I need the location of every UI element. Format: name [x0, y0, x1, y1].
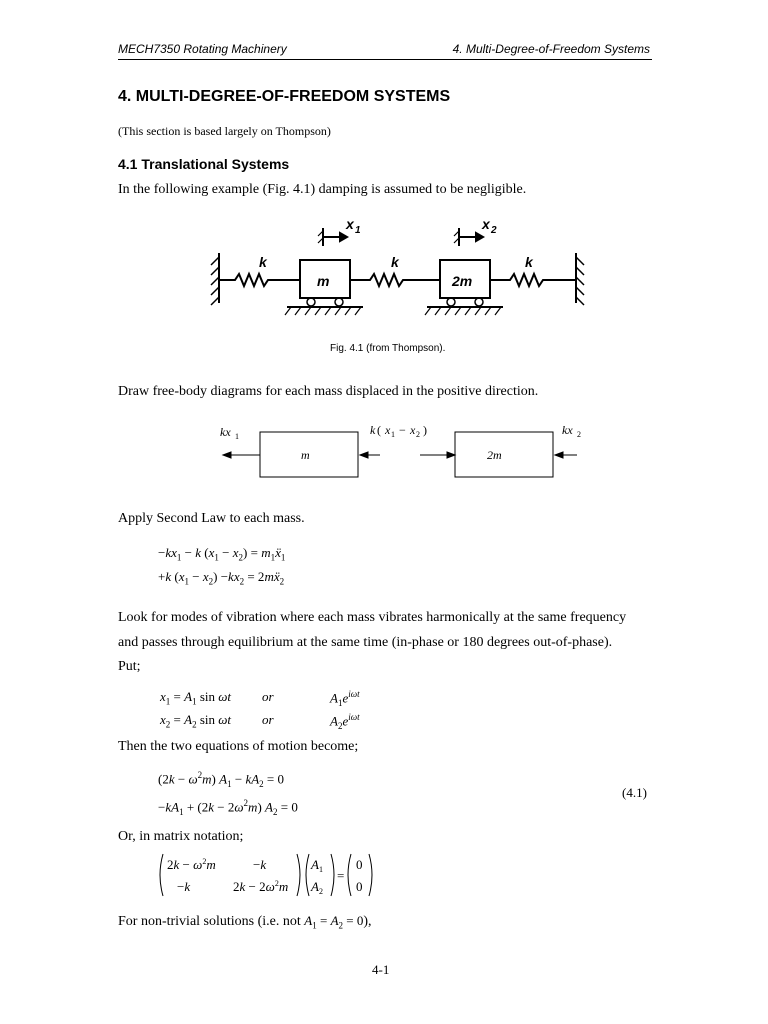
svg-text:2k − 2ω2m: $2k - 2\omega^2m$: [233, 879, 289, 894]
equation-harmonic-1-alt: $A_1e^{i\omega t}$: [330, 689, 360, 708]
figure-spring-mass-system: [205, 215, 595, 320]
paragraph-fbd: Draw free-body diagrams for each mass displaced in the positive direction.: [118, 384, 539, 399]
svg-text:A2: $A_2$: [311, 879, 323, 896]
fig-label-x1-sub: 1: [355, 225, 361, 236]
svg-text:(: (: [377, 423, 381, 437]
page-number: 4-1: [372, 962, 390, 977]
fig-label-k1: k: [259, 254, 267, 270]
fig-label-2m: 2m: [452, 273, 473, 289]
paragraph-non-trivial: For non-trivial solutions (i.e. not $A_1 = A_2 = 0$),: [118, 913, 372, 931]
fig-label-m: m: [317, 273, 330, 289]
svg-text:0: 0: [356, 857, 363, 872]
svg-text:x: x: [410, 423, 416, 437]
svg-text:2: 2: [416, 430, 420, 439]
fbd-mass2-label: 2m: [487, 448, 502, 462]
equation-harmonic-2: $x_2 = A_2$ sin ωt: [160, 712, 232, 730]
free-body-diagram: [215, 418, 585, 483]
svg-text:1: 1: [391, 430, 395, 439]
fig-label-k3: k: [525, 254, 533, 270]
svg-text:0: 0: [356, 879, 363, 894]
running-header-right: 4. Multi-Degree-of-Freedom Systems: [452, 42, 650, 56]
svg-text:−k: −k: [253, 857, 267, 872]
svg-text:=: =: [337, 868, 345, 883]
figure-caption: Fig. 4.1 (from Thompson).: [330, 343, 446, 354]
equation-harmonic-1-or: or: [262, 689, 274, 704]
svg-text:−k: −k: [177, 879, 191, 894]
fbd-force-left: kx: [220, 425, 231, 439]
equation-harmonic-2-alt: $A_2e^{i\omega t}$: [330, 712, 360, 731]
matrix-equation: [155, 852, 375, 898]
subsection-title: 4.1 Translational Systems: [118, 156, 290, 172]
paragraph-two-equations: Then the two equations of motion become;: [118, 739, 359, 754]
equation-number: (4.1): [622, 785, 647, 800]
svg-text:A1: $A_1$: [311, 857, 323, 874]
equation-harmonic-2-or: or: [262, 712, 274, 727]
fbd-force-right: kx: [562, 423, 573, 437]
fbd-mass1-label: m: [301, 448, 310, 462]
running-header-left: MECH7350 Rotating Machinery: [118, 42, 287, 56]
paragraph-matrix: Or, in matrix notation;: [118, 829, 244, 844]
fig-label-x2: x: [482, 216, 490, 232]
svg-text:x: x: [385, 423, 391, 437]
equation-harmonic-1: $x_1 = A_1$ sin ωt: [160, 689, 232, 707]
paragraph-put: Put;: [118, 659, 141, 674]
equation-4-1-line-1: $(2k - \omega^2m)$ $A_1 - kA_2 = 0$: [158, 770, 284, 789]
svg-text:2: 2: [577, 430, 581, 439]
paragraph-modes-1: Look for modes of vibration where each mass vibrates harmonically at the same frequency: [118, 610, 627, 625]
header-rule: [118, 59, 652, 60]
fig-label-k2: k: [391, 254, 399, 270]
paragraph-second-law: Apply Second Law to each mass.: [118, 511, 305, 526]
svg-text:1: 1: [235, 432, 239, 441]
paragraph-intro: In the following example (Fig. 4.1) damping is assumed to be negligible.: [118, 182, 527, 197]
svg-text:−: −: [399, 423, 406, 437]
equation-motion-1: $-kx_1 - k$ $(x_1 - x_2)$ = $m_1ẍ_1$: [158, 545, 286, 563]
fig-label-x2-sub: 2: [491, 225, 497, 236]
paragraph-modes-2: and passes through equilibrium at the same time (in-phase or 180 degrees out-of-phase).: [118, 635, 613, 650]
svg-text:): ): [423, 423, 427, 437]
section-note: (This section is based largely on Thompson): [118, 124, 331, 138]
section-title: 4. MULTI-DEGREE-OF-FREEDOM SYSTEMS: [118, 88, 451, 105]
svg-text:2k − ω2m: $2k - \omega^2m$: [167, 857, 216, 872]
fbd-force-mid: k: [370, 423, 376, 437]
equation-motion-2: +k $(x_1 - x_2) -kx_2$ = 2mẍ$_2$: [158, 569, 285, 587]
fig-label-x1: x: [346, 216, 354, 232]
equation-4-1-line-2: $-kA_1 + (2k - 2\omega^2m) A_2 = 0$: [158, 798, 298, 817]
